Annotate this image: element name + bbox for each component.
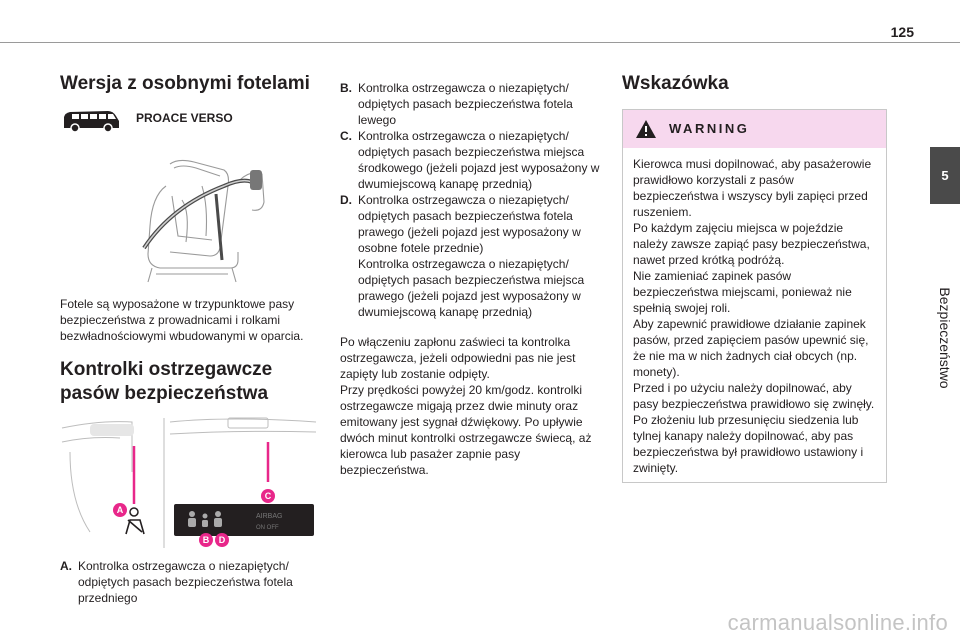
warning-paragraph: Przed i po użyciu należy dopilnować, aby pasy bezpieczeństwa prawidłowo się zwinęły.	[633, 381, 875, 411]
callout-a	[113, 503, 127, 517]
seats-paragraph: Fotele są wyposażone w trzypunktowe pasy bezpieczeństwa z prowadnicami i rolkami bezwładnościowymi wbudowanymi w oparcia.	[60, 297, 304, 343]
warning-body	[623, 148, 886, 482]
warning-paragraph: Po złożeniu lub przesunięciu siedzenia lub tylnej kanapy należy dopilnować, aby pas bezpieczeństwa był prawidłowo ustawiony i zwinięty.	[633, 413, 864, 475]
airbag-label: AIRBAG	[256, 513, 283, 520]
svg-text:D: D	[218, 535, 226, 545]
warning-paragraph: Po każdym zajęciu miejsca w pojeździe należy zawsze zapiąć pasy bezpieczeństwa, nawet przed krótką podróżą.	[633, 221, 870, 267]
list-text: Kontrolka ostrzegawcza o niezapiętych/ odpiętych pasach bezpieczeństwa fotela lewego	[358, 81, 573, 127]
section-title: Bezpieczeństwo	[937, 287, 953, 389]
column-2	[340, 80, 600, 478]
list-item	[340, 256, 600, 320]
variant-row	[60, 108, 315, 134]
svg-text:C: C	[264, 491, 272, 501]
warning-header	[623, 110, 886, 148]
heading-advice: Wskazówka	[622, 73, 729, 94]
warning-lamps-illustration	[60, 412, 318, 552]
list-item	[60, 558, 315, 606]
warning-triangle-icon	[635, 119, 657, 139]
lamp-list-a	[60, 558, 315, 606]
column-1	[60, 72, 315, 606]
list-item	[340, 192, 600, 256]
lamp-list	[340, 80, 600, 320]
list-key	[340, 256, 358, 320]
section-tab[interactable]: 5	[930, 147, 960, 204]
list-item	[340, 128, 600, 192]
callout-b	[199, 533, 213, 547]
seat-belt-illustration	[112, 156, 312, 286]
svg-text:B: B	[202, 535, 210, 545]
list-key: A.	[60, 559, 72, 573]
list-key: B.	[340, 81, 352, 95]
list-text: Kontrolka ostrzegawcza o niezapiętych/ odpiętych pasach bezpieczeństwa miejsca prawego (jeżeli pojazd jest wyposażony w dwumiejscową kanapę przednią)	[358, 257, 585, 319]
svg-text:A: A	[116, 505, 124, 515]
warning-box	[622, 109, 887, 483]
ignition-paragraph: Po włączeniu zapłonu zaświeci ta kontrolka ostrzegawcza, jeżeli odpowiedni pas nie jest zapięty lub zostanie odpięty.	[340, 335, 576, 381]
page-number: 125	[890, 24, 914, 40]
heading-warning-lamps: Kontrolki ostrzegawcze pasów bezpieczeństwa	[60, 359, 273, 404]
warning-title: WARNING	[669, 121, 750, 136]
speed-paragraph: Przy prędkości powyżej 20 km/godz. kontrolki ostrzegawcze migają przez dwie minuty oraz emitowany jest sygnał dźwiękowy. Po upływie dwóch minut kontrolki ostrzegawcze świecą, aż kierowca lub pasażer zapnie pasy bezpieczeństwa.	[340, 383, 592, 477]
van-icon	[60, 108, 122, 134]
list-key: C.	[340, 129, 352, 143]
list-item	[340, 80, 600, 128]
list-text: Kontrolka ostrzegawcza o niezapiętych/ odpiętych pasach bezpieczeństwa fotela przedniego	[78, 559, 293, 605]
warning-paragraph: Aby zapewnić prawidłowe działanie zapinek pasów, przed zapięciem pasów upewnić się, że nie ma w nich żadnych ciał obcych (np. monety).	[633, 317, 869, 379]
list-key: D.	[340, 193, 352, 207]
heading-separate-seats: Wersja z osobnymi fotelami	[60, 73, 310, 94]
watermark: carmanualsonline.info	[727, 610, 948, 635]
list-text: Kontrolka ostrzegawcza o niezapiętych/ odpiętych pasach bezpieczeństwa miejsca środkowego (jeżeli pojazd jest wyposażony w dwumiejscową kanapę przednią)	[358, 129, 600, 191]
warning-paragraph: Nie zamieniać zapinek pasów bezpieczeństwa miejscami, ponieważ nie spełnią swojej roli.	[633, 269, 852, 315]
list-text: Kontrolka ostrzegawcza o niezapiętych/ odpiętych pasach bezpieczeństwa fotela prawego (jeżeli pojazd jest wyposażony w osobne fotele przednie)	[358, 193, 581, 255]
seatbelt-icon	[126, 508, 144, 534]
variant-label: PROACE VERSO	[136, 111, 233, 125]
callout-c	[261, 489, 275, 503]
top-rule	[0, 42, 960, 43]
warning-paragraph: Kierowca musi dopilnować, aby pasażerowie prawidłowo korzystali z pasów bezpieczeństwa i wszyscy byli zapięci przed ruszeniem.	[633, 157, 872, 219]
column-3	[622, 72, 888, 483]
airbag-on-off: ON OFF	[256, 525, 279, 531]
callout-d	[215, 533, 229, 547]
